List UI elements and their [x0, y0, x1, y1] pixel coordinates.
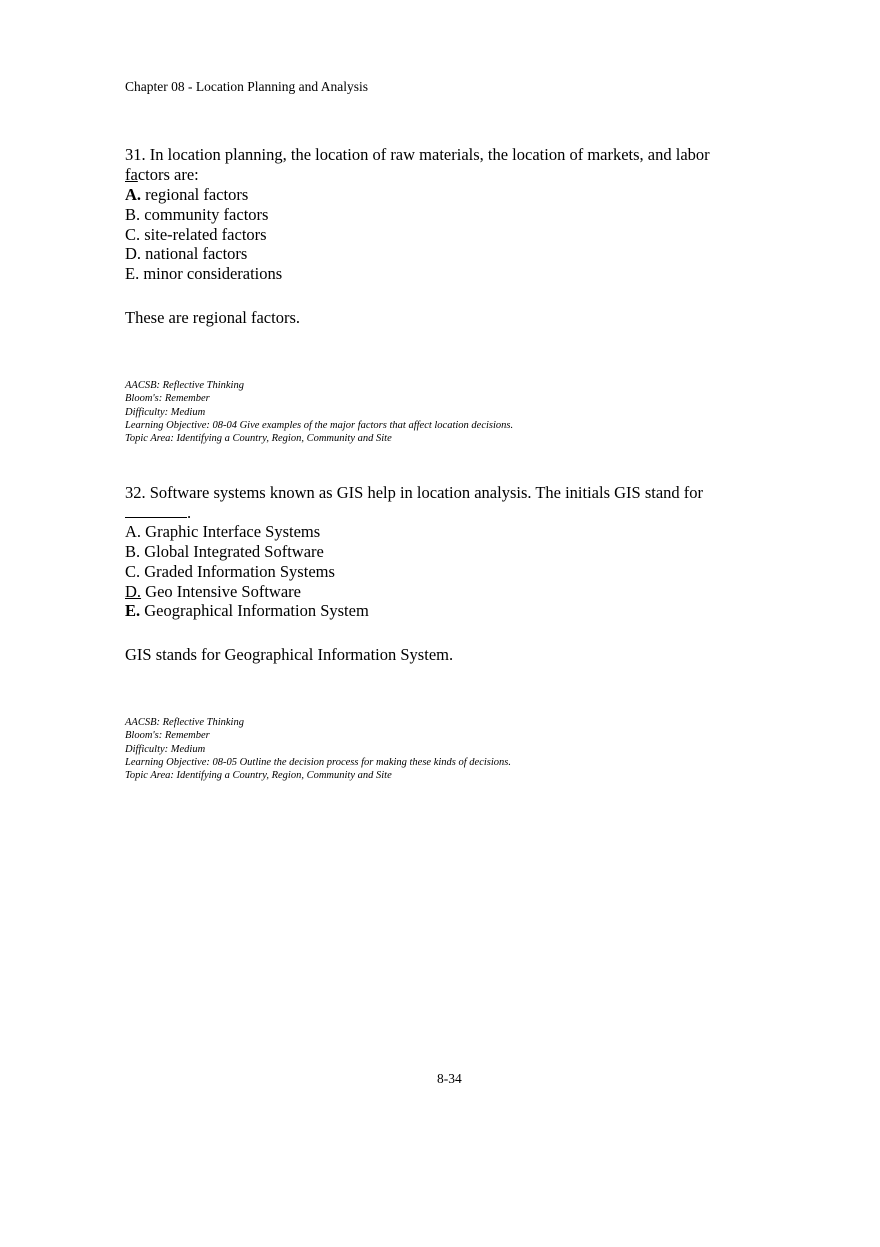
- explanation-31: These are regional factors.: [125, 308, 300, 327]
- option-text: national factors: [141, 244, 248, 263]
- option-31-a: [125, 185, 248, 205]
- answer-blank: [125, 503, 187, 518]
- explanation-32: GIS stands for Geographical Information System.: [125, 645, 454, 664]
- question-31-line-2-rest: ctors are:: [137, 165, 199, 184]
- option-text: minor considerations: [139, 264, 283, 283]
- option-label: D.: [125, 582, 142, 601]
- meta-topic-area: Topic Area: Identifying a Country, Region, Community and Site: [125, 770, 392, 782]
- question-31-line-1: 31. In location planning, the location of raw materials, the location of markets, and labor: [125, 145, 710, 164]
- option-label: A.: [125, 185, 142, 204]
- option-text: Geographical Information System: [140, 601, 369, 620]
- option-32-a: [125, 522, 320, 542]
- question-32-line-2: [125, 503, 191, 523]
- option-label: B.: [125, 205, 141, 224]
- option-31-d: [125, 244, 247, 264]
- option-text: Graded Information Systems: [140, 562, 335, 581]
- option-label: C.: [125, 562, 141, 581]
- option-text: Geo Intensive Software: [141, 582, 301, 601]
- meta-blooms: Bloom's: Remember: [125, 393, 210, 405]
- option-text: Graphic Interface Systems: [141, 522, 321, 541]
- option-label: E.: [125, 264, 140, 283]
- option-31-e: [125, 264, 282, 284]
- option-31-c: [125, 225, 267, 245]
- option-31-b: [125, 205, 268, 225]
- page-number: 8-34: [437, 1071, 462, 1086]
- meta-aacsb: AACSB: Reflective Thinking: [125, 717, 244, 728]
- option-label: D.: [125, 244, 142, 263]
- meta-topic-area: Topic Area: Identifying a Country, Region, Community and Site: [125, 433, 392, 445]
- question-32-line-2-rest: .: [187, 503, 192, 522]
- meta-aacsb: AACSB: Reflective Thinking: [125, 380, 244, 391]
- option-32-c: [125, 562, 335, 582]
- page-header: Chapter 08 - Location Planning and Analysis: [125, 79, 368, 94]
- meta-difficulty: Difficulty: Medium: [125, 406, 206, 418]
- question-32-line-1: 32. Software systems known as GIS help in location analysis. The initials GIS stand for: [125, 483, 704, 502]
- option-label: B.: [125, 542, 141, 561]
- option-32-d: [125, 582, 301, 602]
- question-31-line-2: [125, 165, 199, 185]
- meta-blooms: Bloom's: Remember: [125, 730, 210, 742]
- option-text: community factors: [140, 205, 269, 224]
- meta-difficulty: Difficulty: Medium: [125, 743, 206, 755]
- option-text: site-related factors: [140, 225, 267, 244]
- option-32-e: [125, 601, 369, 621]
- option-text: regional factors: [141, 185, 249, 204]
- metadata-31: [125, 379, 513, 445]
- meta-learning-objective: Learning Objective: 08-05 Outline the decision process for making these kinds of decisions.: [125, 756, 511, 768]
- metadata-32: [125, 716, 511, 782]
- option-label: C.: [125, 225, 141, 244]
- option-32-b: [125, 542, 324, 562]
- meta-learning-objective: Learning Objective: 08-04 Give examples of the major factors that affect location decisions.: [125, 419, 514, 431]
- underlined-fragment: fa: [125, 165, 138, 184]
- option-label: A.: [125, 522, 142, 541]
- option-label: E.: [125, 601, 141, 620]
- option-text: Global Integrated Software: [140, 542, 324, 561]
